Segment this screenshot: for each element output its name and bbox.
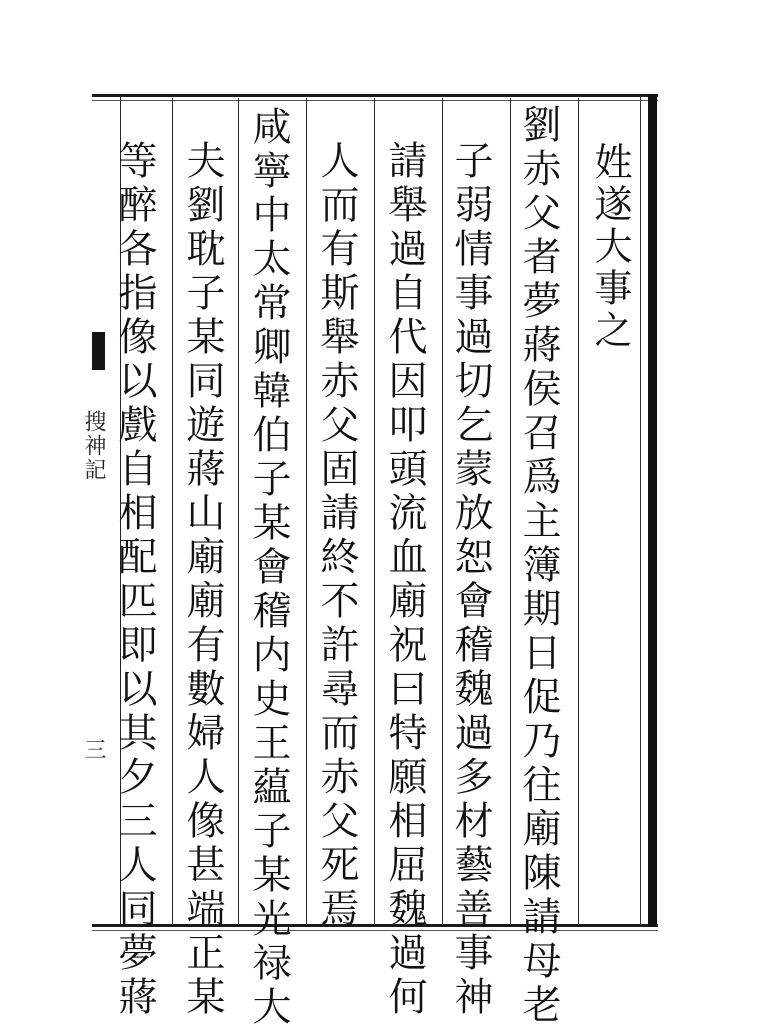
- heading-column: 姓遂大事之: [588, 142, 632, 352]
- frame-right-inner-line: [640, 97, 641, 927]
- frame-right-border: [648, 94, 657, 927]
- column-rule: [238, 98, 239, 924]
- text-column-2: 子弱情事過切乞蒙放恕會稽魏過多材藝善事神: [448, 140, 493, 1020]
- column-rule: [306, 98, 307, 924]
- column-rule: [374, 98, 375, 924]
- column-rule: [172, 98, 173, 924]
- frame-top-rule-thin: [92, 100, 658, 101]
- text-column-1: 劉赤父者夢蔣侯召爲主簿期日促乃往廟陳請母老: [516, 104, 561, 1028]
- column-rule: [578, 98, 579, 924]
- frame-top-rule: [92, 94, 658, 97]
- text-column-6: 夫劉耽子某同遊蔣山廟廟有數婦人像甚端正某: [180, 140, 225, 1020]
- column-rule: [510, 98, 511, 924]
- text-column-3: 請舉過自代因叩頭流血廟祝曰特願相屈魏過何: [382, 140, 427, 1020]
- margin-book-title: 搜神記: [81, 410, 106, 482]
- text-column-7: 等醉各指像以戲自相配匹即以其夕三人同夢蔣: [112, 140, 157, 1020]
- column-rule: [442, 98, 443, 924]
- margin-leaf-number: 三: [81, 738, 106, 760]
- fishtail-mark: [92, 332, 105, 370]
- frame-bottom-rule-thin: [92, 930, 658, 931]
- frame-bottom-rule: [92, 924, 658, 927]
- text-column-5: 咸寧中太常卿韓伯子某會稽内史王藴子某光禄大: [246, 106, 291, 1030]
- text-column-4: 人而有斯舉赤父固請終不許尋而赤父死焉: [314, 140, 359, 932]
